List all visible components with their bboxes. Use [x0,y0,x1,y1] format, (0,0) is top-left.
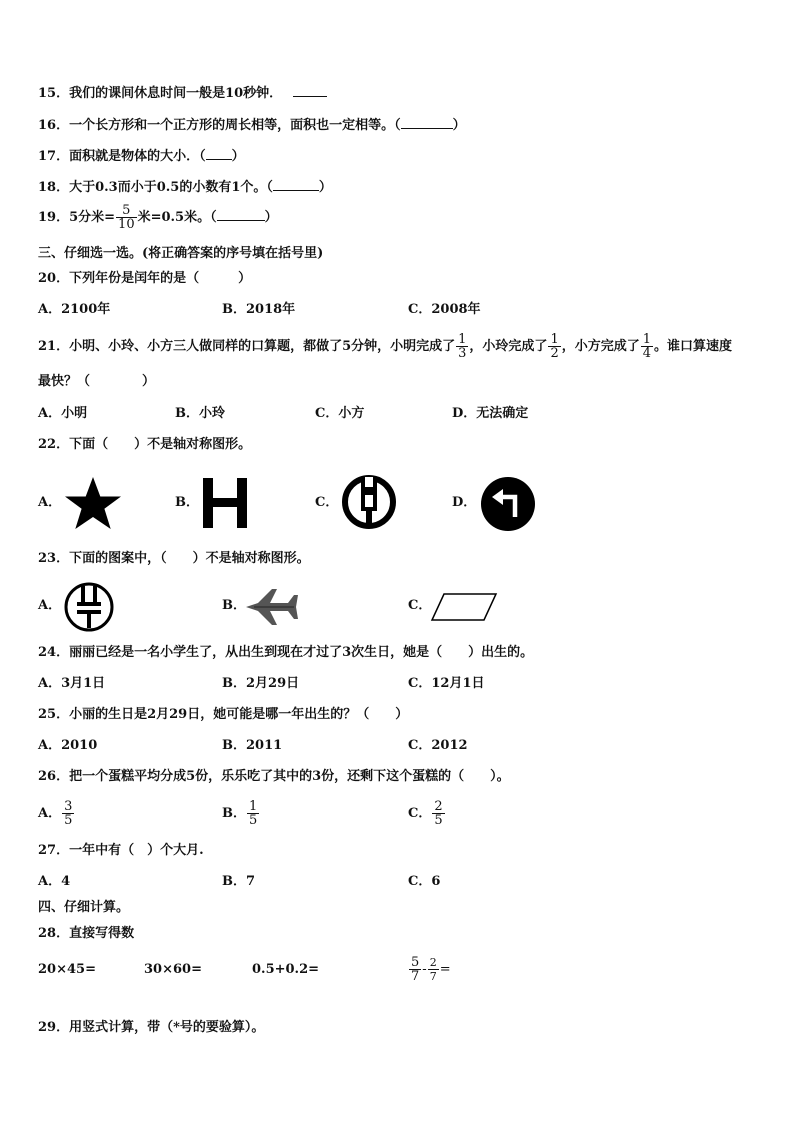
option-c[interactable]: C．6 [408,874,441,889]
question-text: 直接写得数 [69,926,135,941]
option-c[interactable]: C．2012 [408,738,468,753]
question-text: 大于0.3而小于0.5的小数有1个。（ [69,180,273,195]
answer-blank[interactable] [217,208,265,221]
fraction: $\frac{1}{3}$ [458,332,467,361]
option-a[interactable]: A．3月1日 [38,676,106,691]
fraction: $\frac{5}{7}$ [411,955,420,984]
option-c[interactable]: C． $\frac{2}{5}$ [408,799,443,828]
option-c[interactable]: C．2008年 [408,302,481,317]
fraction: $\frac{2}{7}$ [429,956,437,983]
fraction: $\frac{1}{2}$ [550,332,559,361]
option-c[interactable]: C．小方 [315,406,365,421]
question-27 [38,843,204,859]
question-text: 下面的图案中，（ ）不是轴对称图形。 [69,551,310,566]
fraction: $\frac{3}{5}$ [64,799,73,828]
question-number: 16． [38,118,70,133]
calc-item[interactable]: 30×60= [144,962,202,977]
option-a-label[interactable]: A． [38,598,62,613]
question-15 [38,84,327,102]
fraction: $\frac{1}{5}$ [249,799,258,828]
question-text: 5分米= [69,210,116,225]
parallelogram-icon[interactable] [430,591,500,623]
option-a[interactable]: A．4 [38,874,71,889]
question-21-line-2: 最快？（ ） [38,374,156,389]
question-number: 19． [38,210,70,225]
question-number: 18． [38,180,70,195]
fraction: $\frac{5}{10}$ [118,203,135,232]
question-number: 23． [38,551,70,566]
question-text: 把一个蛋糕平均分成5份，乐乐吃了其中的3份，还剩下这个蛋糕的（ ）。 [69,769,510,784]
option-b[interactable]: B． $\frac{1}{5}$ [222,799,258,828]
question-text: 用竖式计算，带（*号的要验算）。 [69,1020,265,1035]
calc-item[interactable]: 0.5+0.2= [252,962,320,977]
answer-blank[interactable] [401,116,453,129]
question-number: 28． [38,926,70,941]
fraction: $\frac{1}{4}$ [642,332,652,361]
option-a[interactable]: A．2100年 [38,302,111,317]
question-number: 24． [38,645,70,660]
question-text: 米=0.5米。（ [137,210,217,225]
question-26 [38,769,510,785]
star-icon[interactable] [62,475,124,531]
calc-item-fraction[interactable]: $\frac{5}{7}$ - $\frac{2}{7}$ = [411,955,451,984]
question-number: 20． [38,271,70,286]
question-18 [38,178,332,196]
letter-h-icon[interactable] [200,476,250,530]
question-number: 15． [38,86,70,101]
option-b[interactable]: B．2月29日 [222,676,300,691]
question-23 [38,551,310,567]
option-a[interactable]: A． $\frac{3}{5}$ [38,799,73,828]
fraction: $\frac{2}{5}$ [434,799,443,828]
section-heading-3: 三、仔细选一选。(将正确答案的序号填在括号里) [38,246,324,261]
answer-blank[interactable] [206,147,232,160]
option-b[interactable]: B．小玲 [175,406,225,421]
close-paren: ） [231,149,245,164]
question-20 [38,271,251,287]
question-text: 下列年份是闰年的是（ ） [69,271,252,286]
question-text: 丽丽已经是一名小学生了，从出生到现在才过了3次生日，她是（ ）出生的。 [69,645,534,660]
option-d-label[interactable]: D． [452,495,477,510]
question-24 [38,645,533,661]
option-a[interactable]: A．小明 [38,406,88,421]
question-19 [38,204,278,232]
question-text: 我们的课间休息时间一般是10秒钟． [69,86,283,101]
option-a-label[interactable]: A． [38,495,62,510]
question-number: 17． [38,149,70,164]
question-21: 21．小明、小玲、小方三人做同样的口算题，都做了5分钟，小明完成了 $\frac{1}{3}$ ，小玲完成了 $\frac{1}{2}$ ，小方完成了 $\frac{1}{4}$ 。谁口算速度 [38,332,733,361]
question-number: 25． [38,707,70,722]
close-paren: ） [452,118,466,133]
option-b[interactable]: B．2018年 [222,302,296,317]
bank-logo-icon[interactable] [62,580,116,634]
question-text: 一个长方形和一个正方形的周长相等，面积也一定相等。（ [69,118,401,133]
option-b-label[interactable]: B． [222,598,246,613]
answer-blank[interactable] [293,84,327,97]
close-paren: ） [318,180,332,195]
question-text: 小丽的生日是2月29日，她可能是哪一年出生的？（ ） [69,707,409,722]
option-b-label[interactable]: B． [175,495,199,510]
question-number: 21． [38,339,70,354]
question-number: 22． [38,437,70,452]
question-text: 面积就是物体的大小．（ [69,149,206,164]
jet-plane-icon[interactable] [244,585,300,629]
option-a[interactable]: A．2010 [38,738,98,753]
question-number: 29． [38,1020,70,1035]
question-16 [38,116,466,134]
option-d[interactable]: D．无法确定 [452,406,529,421]
question-29 [38,1020,264,1036]
calc-item[interactable]: 20×45= [38,962,96,977]
question-number: 26． [38,769,70,784]
section-heading-4: 四、仔细计算。 [38,900,130,915]
question-number: 27． [38,843,70,858]
question-text: 一年中有（ ）个大月. [69,843,204,858]
answer-blank[interactable] [273,178,319,191]
question-17 [38,147,245,165]
turn-left-sign-icon[interactable] [479,475,537,533]
option-b[interactable]: B．7 [222,874,256,889]
question-22 [38,437,251,453]
question-text: 下面（ ）不是轴对称图形。 [69,437,252,452]
question-28 [38,926,134,942]
option-c-label[interactable]: C． [315,495,339,510]
bank-logo-icon[interactable] [340,473,398,531]
option-c[interactable]: C．12月1日 [408,676,485,691]
option-b[interactable]: B．2011 [222,738,283,753]
option-c-label[interactable]: C． [408,598,432,613]
close-paren: ） [264,210,278,225]
question-25 [38,707,408,723]
